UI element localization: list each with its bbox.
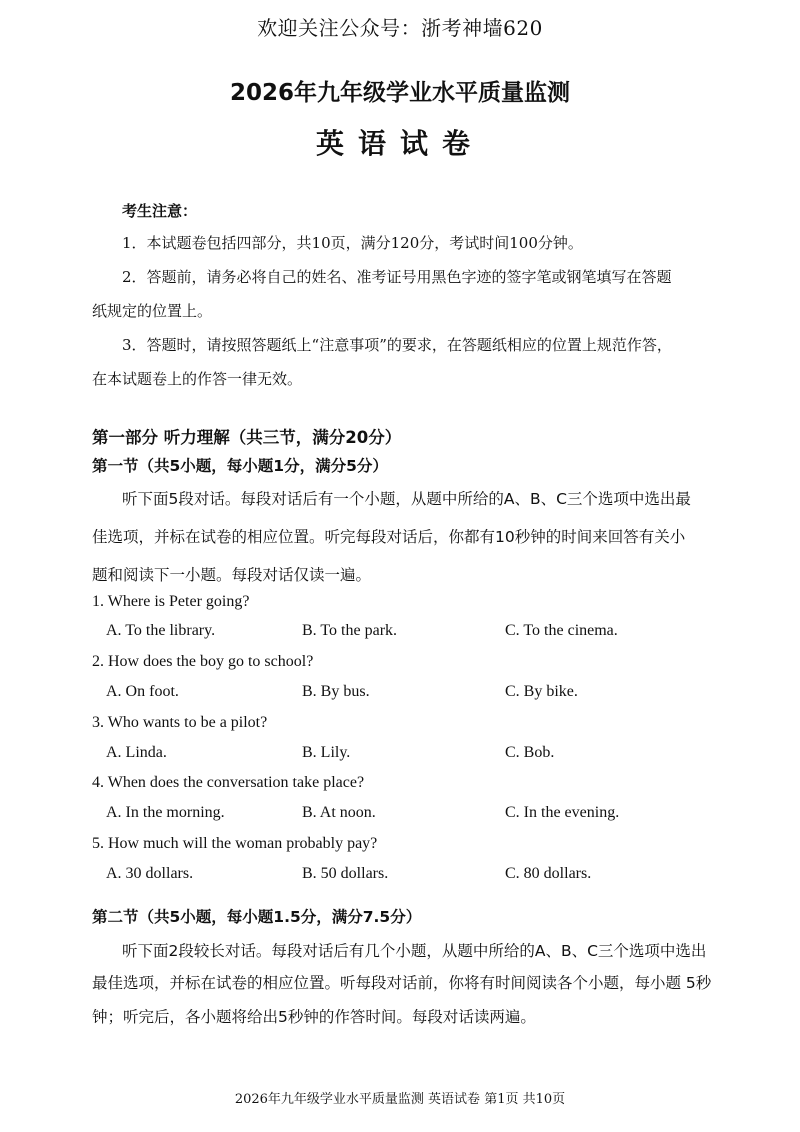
question-1-option-a: A. To the library. <box>106 622 216 639</box>
question-2-option-b: B. By bus. <box>302 683 370 700</box>
question-3-option-c: C. Bob. <box>505 744 555 761</box>
question-5: 5. How much will the woman probably pay? <box>92 835 378 852</box>
question-5-option-b: B. 50 dollars. <box>302 865 389 882</box>
section-1-intro-line-2: 佳选项，并标在试卷的相应位置。听完每段对话后，你都有10秒钟的时间来回答有关小 <box>92 528 686 546</box>
notice-item-2-line-2: 纸规定的位置上。 <box>92 302 213 320</box>
question-5-option-a: A. 30 dollars. <box>106 865 194 882</box>
section-2-intro-line-1: 听下面2段较长对话。每段对话后有几个小题，从题中所给的A、B、C三个选项中选出 <box>122 942 707 960</box>
section-1-heading: 第一节（共5小题，每小题1分，满分5分） <box>92 457 388 475</box>
question-5-option-c: C. 80 dollars. <box>505 865 592 882</box>
question-3-option-a: A. Linda. <box>106 744 167 761</box>
exam-subtitle: 英语试卷 <box>315 127 484 160</box>
notice-item-2-line-1: 2．答题前，请务必将自己的姓名、准考证号用黑色字迹的签字笔或钢笔填写在答题 <box>122 268 672 286</box>
section-1-intro-line-1: 听下面5段对话。每段对话后有一个小题，从题中所给的A、B、C三个选项中选出最 <box>122 490 691 508</box>
question-2-option-a: A. On foot. <box>106 683 179 700</box>
notice-item-1: 1．本试题卷包括四部分，共10页，满分120分，考试时间100分钟。 <box>122 234 583 252</box>
question-3-option-b: B. Lily. <box>302 744 351 761</box>
question-2-option-c: C. By bike. <box>505 683 578 700</box>
question-1-option-c: C. To the cinema. <box>505 622 618 639</box>
section-2-heading: 第二节（共5小题，每小题1.5分，满分7.5分） <box>92 908 422 926</box>
question-4: 4. When does the conversation take place? <box>92 774 365 791</box>
question-4-option-a: A. In the morning. <box>106 804 225 821</box>
section-2-intro-line-3: 钟；听完后，各小题将给出5秒钟的作答时间。每段对话读两遍。 <box>92 1008 536 1026</box>
notice-heading: 考生注意： <box>122 202 198 220</box>
question-4-option-c: C. In the evening. <box>505 804 620 821</box>
question-1-option-b: B. To the park. <box>302 622 398 639</box>
question-2: 2. How does the boy go to school? <box>92 653 314 670</box>
page-footer: 2026年九年级学业水平质量监测 英语试卷 第1页 共10页 <box>234 1092 566 1107</box>
section-2-intro-line-2: 最佳选项，并标在试卷的相应位置。听每段对话前，你将有时间阅读各个小题，每小题 5秒 <box>92 974 712 992</box>
section-1-intro-line-3: 题和阅读下一小题。每段对话仅读一遍。 <box>92 566 372 584</box>
watermark-text: 欢迎关注公众号：浙考神墙620 <box>257 16 543 40</box>
question-1: 1. Where is Peter going? <box>92 593 250 610</box>
exam-title: 2026年九年级学业水平质量监测 <box>229 80 570 106</box>
notice-item-3-line-1: 3．答题时，请按照答题纸上“注意事项”的要求，在答题纸相应的位置上规范作答， <box>122 336 672 354</box>
question-4-option-b: B. At noon. <box>302 804 376 821</box>
question-3: 3. Who wants to be a pilot? <box>92 714 268 731</box>
part-1-heading: 第一部分 听力理解（共三节，满分20分） <box>92 428 402 447</box>
notice-item-3-line-2: 在本试题卷上的作答一律无效。 <box>92 370 303 388</box>
